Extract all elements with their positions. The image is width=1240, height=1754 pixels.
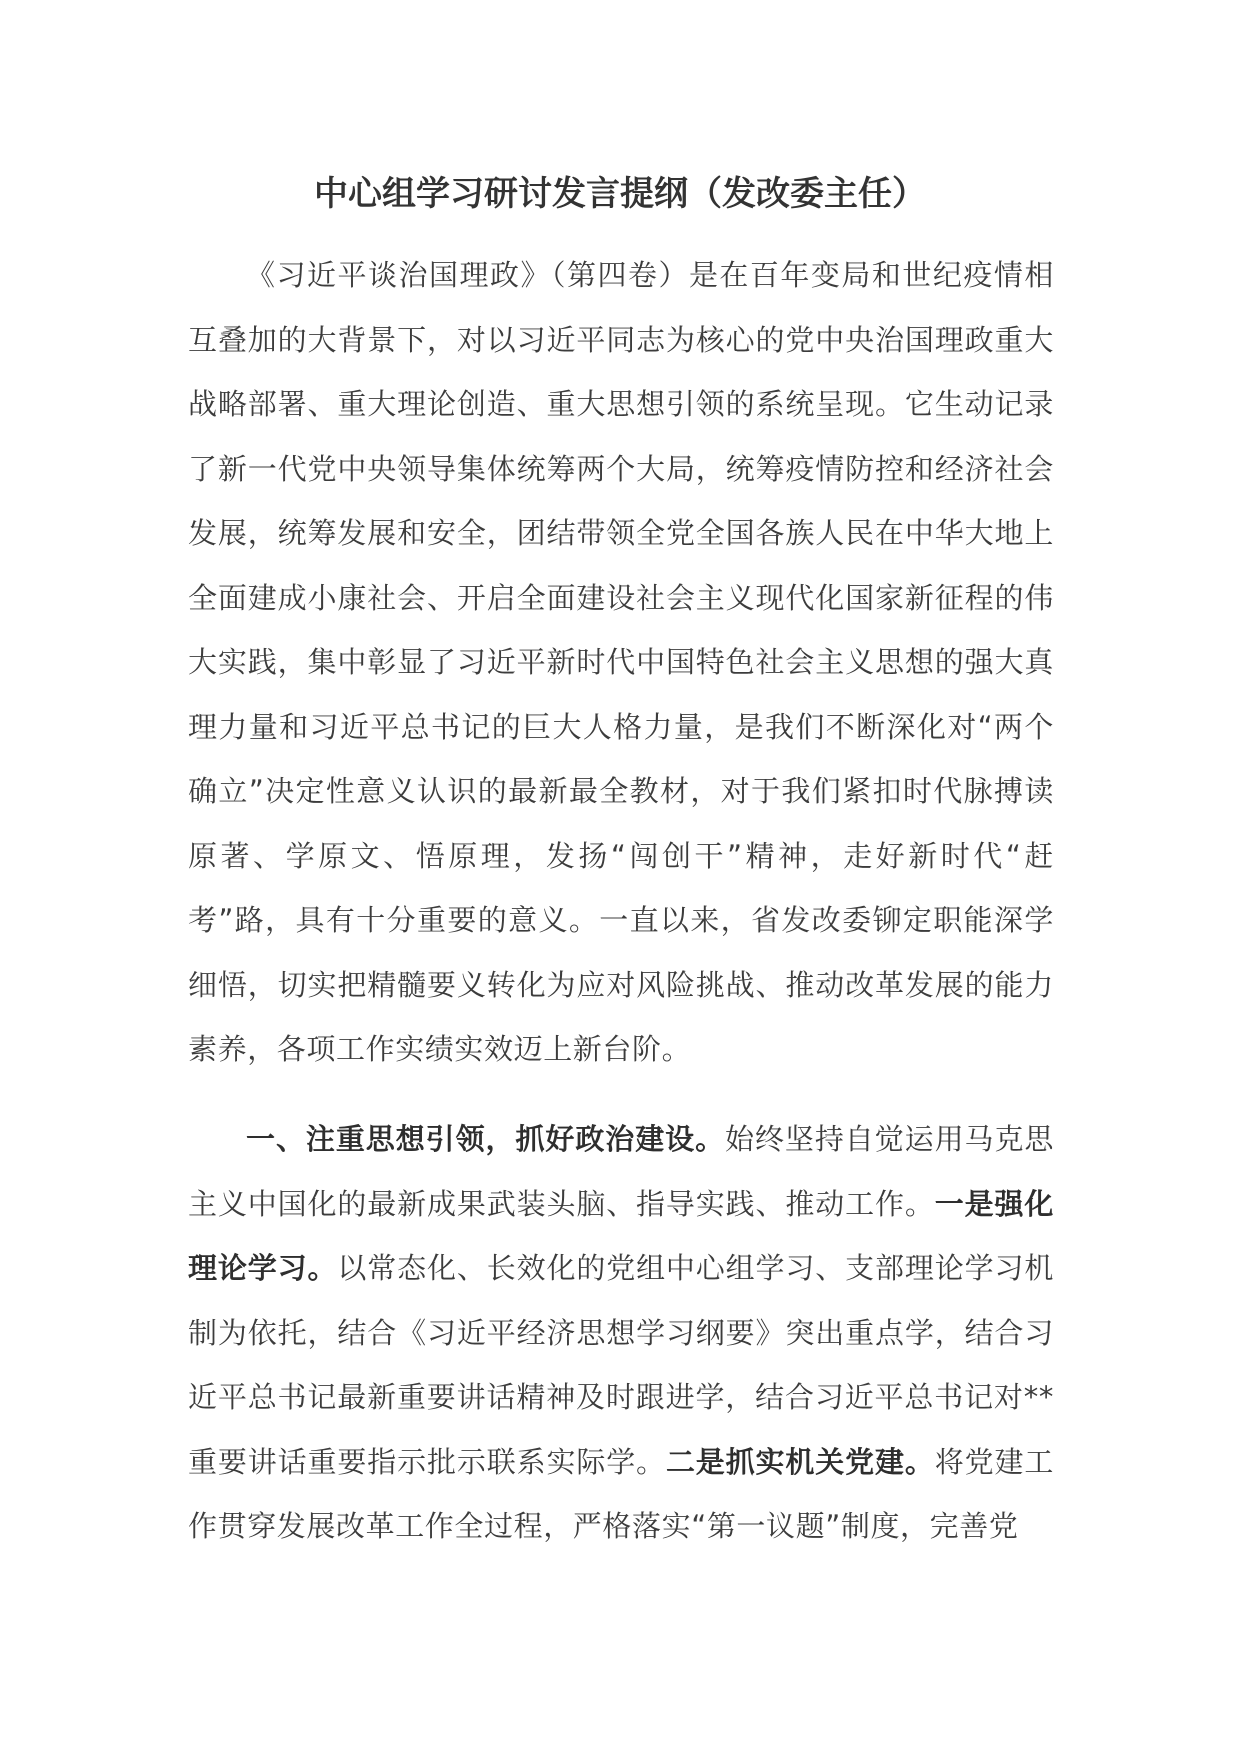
section-1-paragraph	[188, 1107, 1054, 1559]
point-1-text: 以常态化、长效化的党组中心组学习、支部理论学习机制为依托，结合《习近平经济思想学习纲要》突出重点学，结合习近平总书记最新重要讲话精神及时跟进学，结合习近平总书记对**重要讲话重要指示批示联系实际学。	[188, 1251, 1054, 1479]
point-2-text: 将党建工作贯穿发展改革工作全过程，严格落实“第一议题”制度，完善党	[188, 1444, 1054, 1543]
intro-paragraph: 《习近平谈治国理政》（第四卷）是在百年变局和世纪疫情相互叠加的大背景下，对以习近平同志为核心的党中央治国理政重大战略部署、重大理论创造、重大思想引领的系统呈现。它生动记录了新一代党中央领导集体统筹两个大局，统筹疫情防控和经济社会发展，统筹发展和安全，团结带领全党全国各族人民在中华大地上全面建成小康社会、开启全面建设社会主义现代化国家新征程的伟大实践，集中彰显了习近平新时代中国特色社会主义思想的强大真理力量和习近平总书记的巨大人格力量，是我们不断深化对“两个确立”决定性意义认识的最新最全教材，对于我们紧扣时代脉搏读原著、学原文、悟原理，发扬“闯创干”精神，走好新时代“赶考”路，具有十分重要的意义。一直以来，省发改委铆定职能深学细悟，切实把精髓要义转化为应对风险挑战、推动改革发展的能力素养，各项工作实绩实效迈上新台阶。	[188, 258, 1054, 1066]
point-2-heading: 二是抓实机关党建。	[665, 1444, 935, 1479]
section-1-intro: 始终坚持自觉运用马克思主义中国化的最新成果武装头脑、指导实践、推动工作。	[188, 1122, 1054, 1221]
point-1-heading: 一是强化理论学习。	[188, 1186, 1054, 1285]
section-1-heading: 一、注重思想引领，抓好政治建设。	[246, 1122, 726, 1156]
document-title: 中心组学习研讨发言提纲（发改委主任）	[314, 174, 926, 214]
